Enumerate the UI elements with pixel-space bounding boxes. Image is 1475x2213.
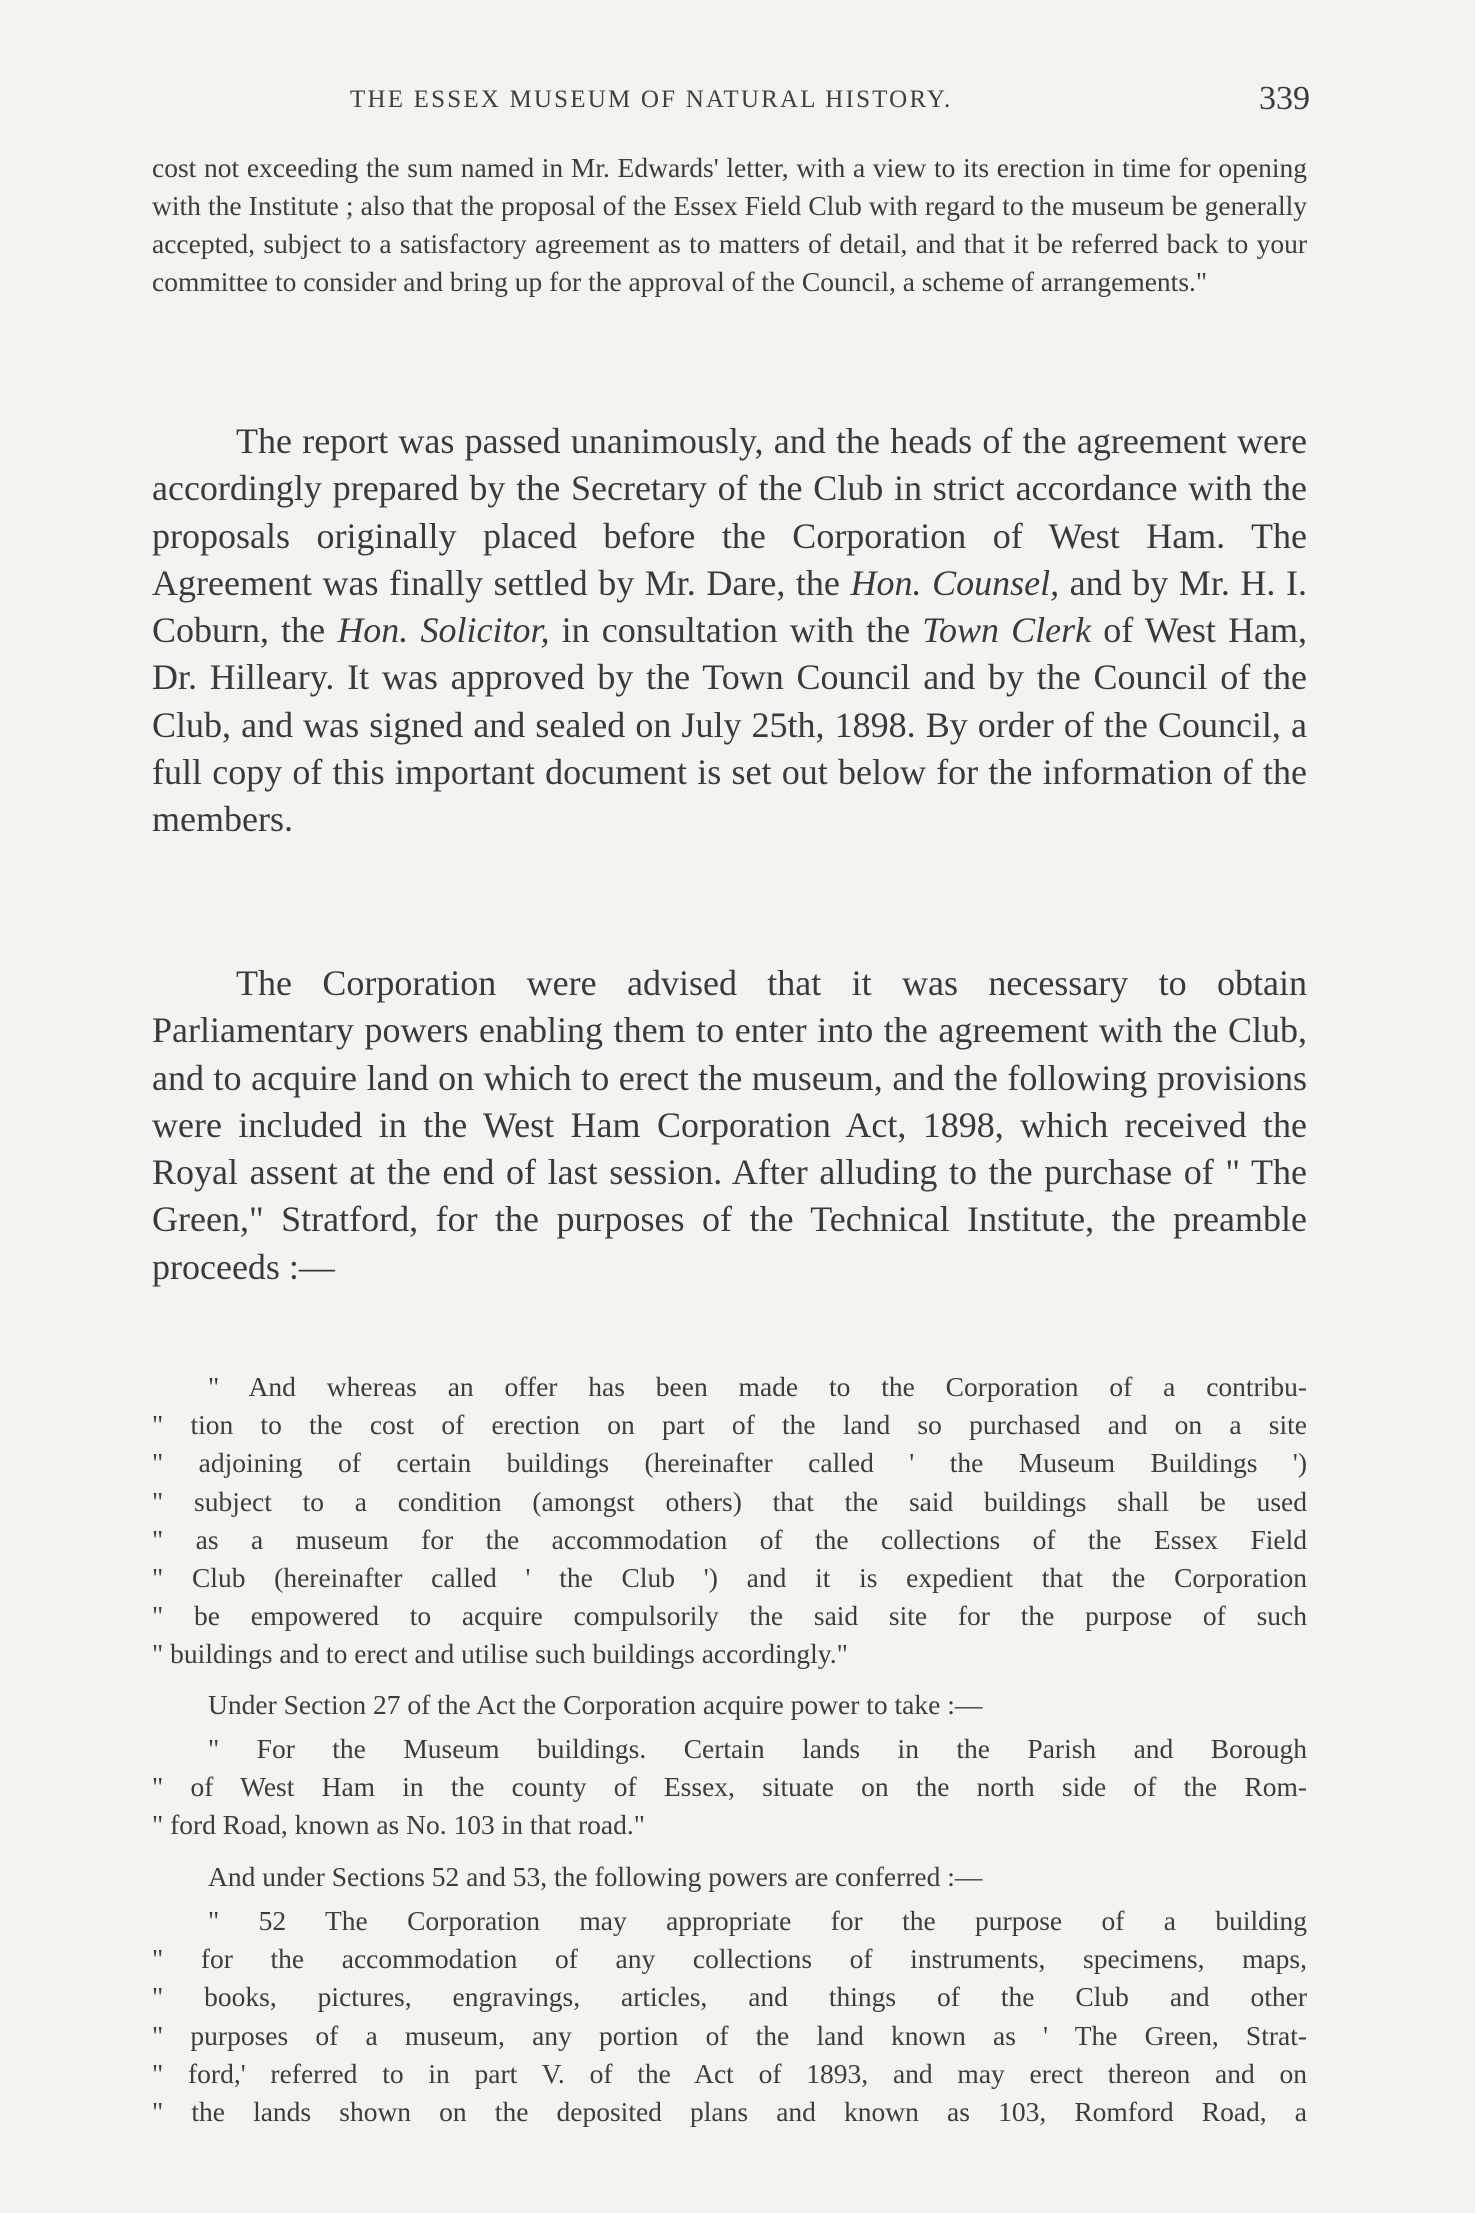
quote-line: " books, pictures, engravings, articles, and things of the Club and other bbox=[152, 1981, 1307, 2013]
paragraph-report-text bbox=[152, 418, 1307, 844]
section-52-quote-text bbox=[152, 1902, 1307, 2131]
quote-line: " Club (hereinafter called ' the Club ') and it is expedient that the Corporation bbox=[152, 1562, 1307, 1594]
top-paragraph-text: cost not exceeding the sum named in Mr. Edwards' letter, with a view to its erection in time for opening with the Institute ; also that the proposal of the Essex Field Club with regard to the museum be generally accepted, subject to a satisfactory agreement as to matters of detail, and that it be referred back to your committee to consider and bring up for the approval of the Council, a scheme of arrangements." bbox=[152, 152, 1307, 297]
quote-line: " of West Ham in the county of Essex, situate on the north side of the Rom- bbox=[152, 1771, 1307, 1803]
quote-line: " subject to a condition (amongst others) that the said buildings shall be used bbox=[152, 1485, 1307, 1517]
paragraph-report-part-d: of West Ham, Dr. Hilleary. It was approved by the Town Council and by the Council of the Club, and was signed and sealed on July 25th, 1898. By order of the Council, a full copy of this important document is set out below for the information of the members. bbox=[152, 610, 1308, 840]
paragraph-report-part-b: and by Mr. H. I. Coburn, the bbox=[152, 562, 1308, 651]
quote-line: " purposes of a museum, any portion of the land known as ' The Green, Strat- bbox=[152, 2019, 1307, 2051]
paragraph-report-part-a: The report was passed unanimously, and the heads of the agreement were accordingly prepared by the Secretary of the Club in strict accordance with the proposals originally placed before the Corporation of West Ham. The Agreement was finally settled by Mr. Dare, the bbox=[152, 421, 1307, 603]
quote-line: " buildings and to erect and utilise such buildings accordingly." bbox=[152, 1638, 848, 1670]
section-27-quote-text bbox=[152, 1730, 1307, 1845]
running-header bbox=[155, 80, 1310, 120]
top-paragraph bbox=[152, 149, 1307, 301]
preamble-quote-text bbox=[152, 1368, 1307, 1674]
running-title: THE ESSEX MUSEUM OF NATURAL HISTORY. bbox=[350, 86, 953, 113]
paragraph-corporation-text: The Corporation were advised that it was necessary to obtain Parliamentary powers enabling them to enter into the agreement with the Club, and to acquire land on which to erect the museum, and the following provisions were included in the West Ham Corporation Act, 1898, which received the Royal assent at the end of last session. After alluding to the purchase of " The Green," Stratford, for the purposes of the Technical Institute, the preamble proceeds :— bbox=[152, 963, 1307, 1287]
paragraph-report-part-c: in consultation with the bbox=[549, 610, 923, 651]
quote-line: " be empowered to acquire compulsorily the said site for the purpose of such bbox=[152, 1600, 1307, 1632]
town-clerk-italic: Town Clerk bbox=[922, 610, 1092, 651]
section-27-intro-text: Under Section 27 of the Act the Corporation acquire power to take :— bbox=[208, 1689, 983, 1720]
section-27-intro bbox=[152, 1686, 1307, 1724]
quote-line: " 52 The Corporation may appropriate for the purpose of a building bbox=[208, 1905, 1307, 1936]
preamble-quote bbox=[152, 1368, 1307, 1674]
quote-line: " And whereas an offer has been made to the Corporation of a contribu- bbox=[208, 1371, 1307, 1402]
quote-line: " ford,' referred to in part V. of the Act of 1893, and may erect thereon and on bbox=[152, 2057, 1307, 2089]
paragraph-corporation bbox=[152, 960, 1307, 1291]
section-52-intro bbox=[152, 1858, 1307, 1896]
quote-line: " as a museum for the accommodation of the collections of the Essex Field bbox=[152, 1523, 1307, 1555]
quote-line: " the lands shown on the deposited plans and known as 103, Romford Road, a bbox=[152, 2096, 1307, 2128]
paragraph-report bbox=[152, 418, 1307, 844]
hon-solicitor-italic: Hon. Solicitor, bbox=[337, 610, 550, 651]
section-52-quote bbox=[152, 1902, 1307, 2131]
quote-line: " for the accommodation of any collections of instruments, specimens, maps, bbox=[152, 1943, 1307, 1975]
page-number: 339 bbox=[1259, 80, 1310, 117]
quote-line: " For the Museum buildings. Certain lands in the Parish and Borough bbox=[208, 1733, 1307, 1764]
quote-line: " ford Road, known as No. 103 in that road." bbox=[152, 1809, 645, 1841]
quote-line: " tion to the cost of erection on part of the land so purchased and on a site bbox=[152, 1409, 1307, 1441]
section-27-quote bbox=[152, 1730, 1307, 1845]
section-52-intro-text: And under Sections 52 and 53, the following powers are conferred :— bbox=[208, 1861, 983, 1892]
quote-line: " adjoining of certain buildings (hereinafter called ' the Museum Buildings ') bbox=[152, 1447, 1307, 1479]
hon-counsel-italic: Hon. Counsel, bbox=[850, 562, 1060, 603]
